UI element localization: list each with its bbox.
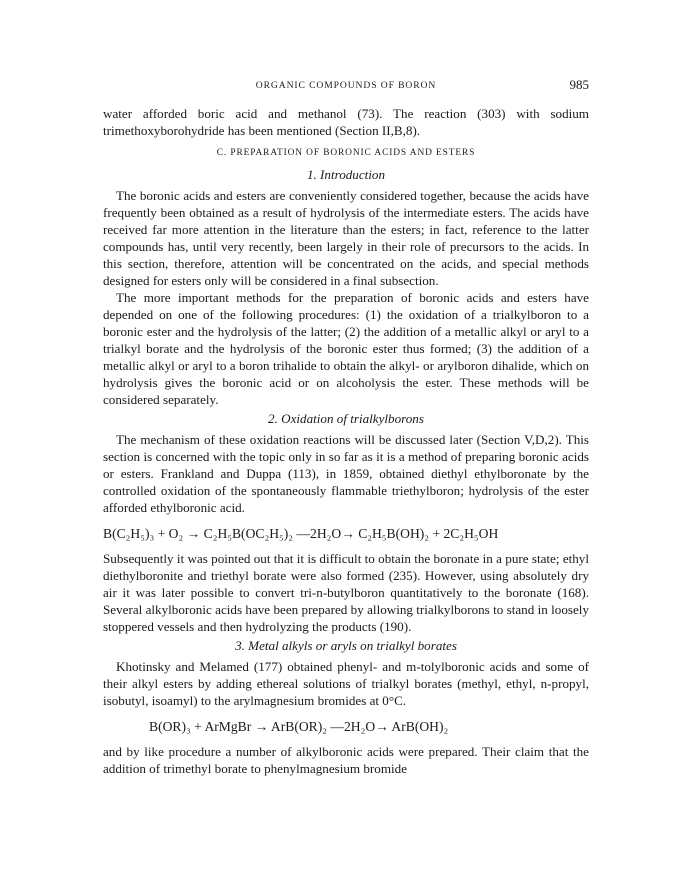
- paragraph-oxidation: The mechanism of these oxidation reactions will be discussed later (Section V,D,2). This section is concerned with the topic only in so far as it is a method of preparing boronic acids or esters. Frankland and Duppa (113), in 1859, obtained diethyl ethylboronate by the controlled oxidation of the spontaneously flammable triethylboron; hydrolysis of the ester afforded ethylboronic acid.: [103, 432, 589, 515]
- subheading-introduction: 1. Introduction: [306, 167, 386, 182]
- paragraph-alkylboronic: and by like procedure a number of alkylboronic acids were prepared. Their claim that the addition of trimethyl borate to phenylmagnesium bromide: [103, 744, 589, 776]
- running-title: ORGANIC COMPOUNDS OF BORON: [255, 80, 437, 91]
- subheading-oxidation: 2. Oxidation of trialkylborons: [268, 411, 424, 426]
- equation-borate: B(OR)₃ + ArMgBr → ArB(OR)₂ —2H₂O→ ArB(OH)₂: [149, 719, 449, 734]
- running-header: [103, 76, 589, 94]
- equation-oxidation: B(C₂H₅)₃ + O₂ → C₂H₅B(OC₂H₅)₂ —2H₂O→ C₂H₅B(OH)₂ + 2C₂H₅OH: [103, 526, 499, 541]
- paragraph-continuation: water afforded boric acid and methanol (73). The reaction (303) with sodium trimethoxyborohydride has been mentioned (Section II,B,8).: [103, 106, 589, 138]
- page: [103, 76, 589, 777]
- paragraph-subsequently: Subsequently it was pointed out that it is difficult to obtain the boronate in a pure state; ethyl diethylboronite and triethyl borate were also formed (235). However, using absolutely dry air it was later possible to convert tri-n-butylboron quantitatively to the boronate (168). Several alkylboronic acids have been prepared by allowing trialkylborons to stand in loosely stoppered vessels and then hydrolyzing the products (190).: [103, 551, 589, 634]
- subheading-metal-alkyls: 3. Metal alkyls or aryls on trialkyl borates: [235, 638, 457, 653]
- paragraph-khotinsky: Khotinsky and Melamed (177) obtained phenyl- and m-tolylboronic acids and some of their alkyl esters by adding ethereal solutions of trialkyl borates (methyl, ethyl, n-propyl, isobutyl, isoamyl) to the arylmagnesium bromides at 0°C.: [103, 659, 589, 708]
- section-heading-c: C. PREPARATION OF BORONIC ACIDS AND ESTERS: [216, 148, 476, 158]
- page-number: 985: [569, 77, 589, 92]
- paragraph-introduction: The boronic acids and esters are conveniently considered together, because the acids have frequently been obtained as a result of hydrolysis of the intermediate esters. The acids have received far more attention in the literature than the esters; in fact, reference to the latter compounds has, until very recently, been largely in their role of precursors to the acids. In this section, therefore, attention will be concentrated on the acids, and special methods designed for esters only will be considered in a final subsection.: [103, 188, 589, 288]
- paragraph-methods: The more important methods for the preparation of boronic acids and esters have depended on one of the following procedures: (1) the oxidation of a trialkylboron to a boronic ester and the hydrolysis of the latter; (2) the addition of a metallic alkyl or aryl to a trialkyl borate and the hydrolysis of the boronic ester thus formed; (3) the addition of a metallic alkyl or aryl to a boron trihalide to obtain the alkyl- or arylboron dihalide, which on hydrolysis gives the boronic acid or on alcoholysis the ester. These methods will be considered separately.: [103, 290, 589, 407]
